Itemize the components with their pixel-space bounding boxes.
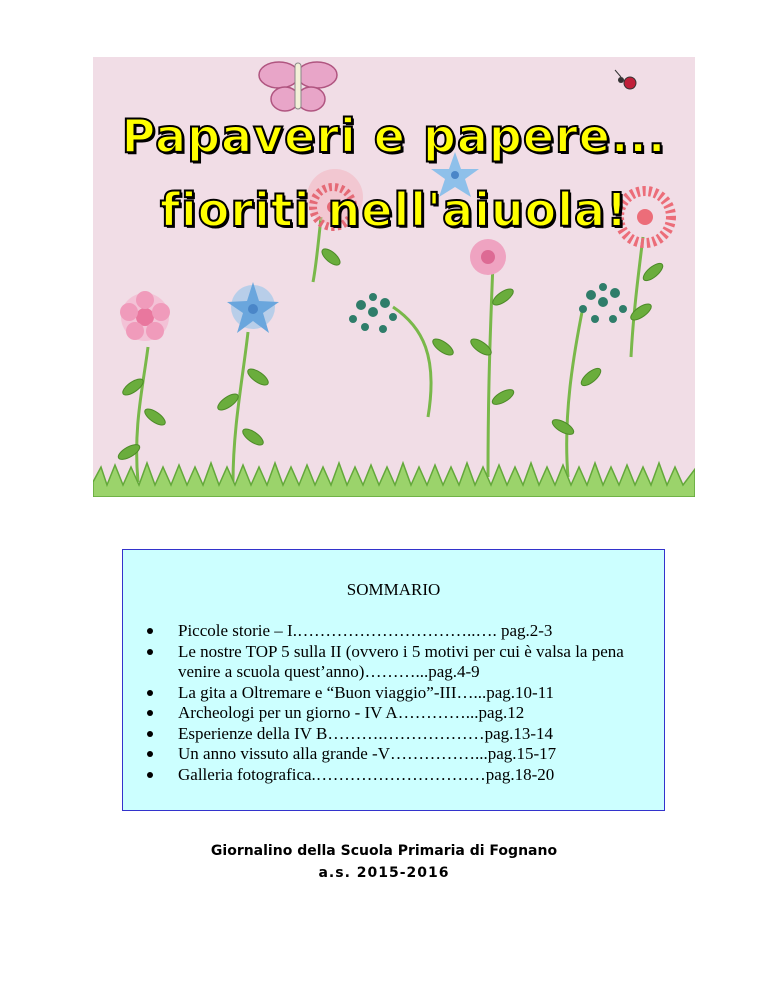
summary-item: Le nostre TOP 5 sulla II (ovvero i 5 motivi per cui è valsa la pena venire a scuola quest’anno)………...pag.4-9 [143, 642, 658, 683]
summary-box [122, 549, 665, 811]
summary-title: SOMMARIO [346, 580, 441, 599]
summary-item: Esperienze della IV B……….………………pag.13-14 [143, 724, 658, 745]
cover-illustration [93, 57, 695, 497]
footer-school-name: Giornalino della Scuola Primaria di Fognano [210, 843, 558, 859]
summary-item: Archeologi per un giorno - IV A…………...pag.12 [143, 703, 658, 724]
cover-title-line-1: Papaveri e papere... [121, 109, 667, 163]
summary-list [143, 621, 658, 785]
summary-item: Piccole storie – I.…………………………..…. pag.2-3 [143, 621, 658, 642]
footer-school-year: a.s. 2015-2016 [318, 865, 450, 881]
flower-pink-2 [470, 239, 506, 275]
cover-title-line-2: fioriti nell'aiuola! [159, 183, 629, 237]
summary-item: Galleria fotografica.…………………………pag.18-20 [143, 765, 658, 786]
summary-item: Un anno vissuto alla grande -V……………...pag.15-17 [143, 744, 658, 765]
summary-item: La gita a Oltremare e “Buon viaggio”-III…...pag.10-11 [143, 683, 658, 704]
